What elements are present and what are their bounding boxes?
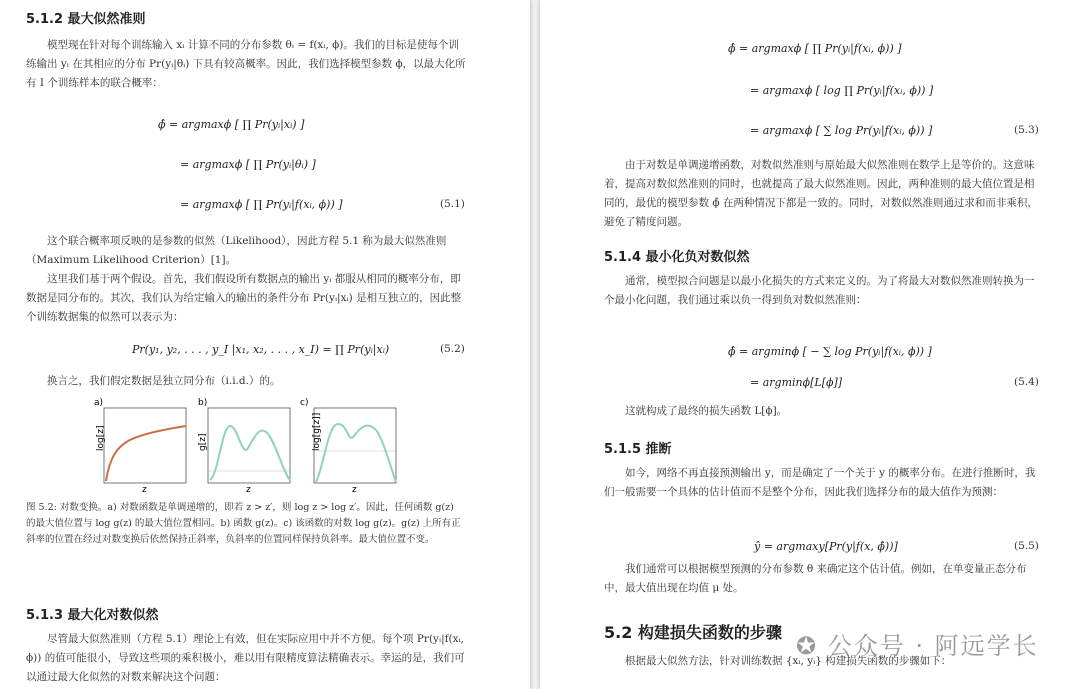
paragraph: 换言之，我们假定数据是独立同分布（i.i.d.）的。 — [47, 375, 281, 387]
wechat-icon: ✪ — [796, 632, 819, 660]
section-title-5-1-5: 5.1.5 推断 — [604, 442, 672, 457]
paragraph: 如今，网络不再直接预测输出 y，而是确定了一个关于 y 的概率分布。在进行推断时，我们一般需要一个具体的估计值而不是整个分布，因此我们选择分布的最大值作为预测： — [604, 467, 1036, 498]
y-axis-label-a: log[z] — [96, 425, 106, 451]
right-page — [540, 0, 1080, 689]
paragraph: 尽管最大似然准则（方程 5.1）理论上有效，但在实际应用中并不方便。每个项 Pr(yᵢ|f(xᵢ, ϕ)) 的值可能很小，导致这些项的乘积极小，难以用有限精度算法精确表示。幸运的是，我们可以通过最大化似然的对数来解决这个问题： — [26, 633, 465, 683]
equation-line: ŷ = argmaxy[Pr(y|f(x, ϕ̂))] — [754, 540, 898, 553]
paragraph: 这个联合概率项反映的是参数的似然（Likelihood），因此方程 5.1 称为最大似然准则（Maximum Likelihood Criterion）[1]。 — [26, 235, 447, 266]
equation-number: (5.4) — [1014, 376, 1039, 388]
equation-line: = argminϕ[L[ϕ]] — [750, 376, 843, 389]
paragraph: 我们通常可以根据模型预测的分布参数 θ 来确定这个估计值。例如，在单变量正态分布中，最大值出现在均值 μ 处。 — [604, 563, 1027, 594]
section-title-5-1-2: 5.1.2 最大似然准则 — [26, 12, 146, 27]
equation-line: ϕ̂ = argmaxϕ [ ∏ Pr(yᵢ|f(xᵢ, ϕ)) ] — [728, 42, 902, 55]
x-axis-label-c: z — [352, 485, 357, 495]
figure-5-2 — [90, 396, 420, 496]
figure-svg — [90, 396, 420, 496]
panel-label-b: b) — [198, 398, 208, 408]
log-g-curve — [316, 424, 396, 482]
section-title-5-1-3: 5.1.3 最大化对数似然 — [26, 608, 159, 623]
equation-number: (5.5) — [1014, 540, 1039, 552]
paragraph: 这里我们基于两个假设。首先，我们假设所有数据点的输出 yᵢ 都服从相同的概率分布，即数据是同分布的。其次，我们认为给定输入的输出的条件分布 Pr(yᵢ|xᵢ) 是相互独立的，因此整个训练数据集的似然可以表示为： — [26, 273, 462, 323]
equation-line: = argmaxϕ [ ∏ Pr(yᵢ|f(xᵢ, ϕ)) ] — [180, 198, 343, 211]
equation-line: ϕ̂ = argmaxϕ [ ∏ Pr(yᵢ|xᵢ) ] — [158, 118, 305, 131]
paragraph: 这就构成了最终的损失函数 L[ϕ]。 — [625, 405, 788, 417]
y-axis-label-c: log[g[z]] — [312, 412, 322, 451]
section-title-5-2: 5.2 构建损失函数的步骤 — [604, 623, 782, 642]
equation-line: ϕ̂ = argminϕ [ − ∑ log Pr(yᵢ|f(xᵢ, ϕ)) ] — [728, 345, 932, 358]
paragraph: 通常，模型拟合问题是以最小化损失的方式来定义的。为了将最大对数似然准则转换为一个最小化问题，我们通过乘以负一得到负对数似然准则： — [604, 275, 1035, 306]
plot-frame-a — [104, 408, 186, 483]
equation-number: (5.1) — [440, 198, 465, 210]
watermark-text: 公众号 · 阿远学长 — [827, 632, 1039, 660]
x-axis-label-a: z — [142, 485, 147, 495]
section-title-5-1-4: 5.1.4 最小化负对数似然 — [604, 250, 750, 265]
g-curve — [210, 426, 290, 480]
x-axis-label-b: z — [246, 485, 251, 495]
figure-caption: 图 5.2: 对数变换。a) 对数函数是单调递增的，即若 z > z′，则 log z > log z′。因此，任何函数 g(z) 的最大值位置与 log g(z) 的最大值位置相同。b) 函数 g(z)。c) 该函数的对数 log g(z)。g(z) 上所有正斜率的位置在经过对数变换后依然保持正斜率，负斜率的位置同样保持负斜率。最大值位置不变。 — [26, 502, 461, 545]
equation-number: (5.2) — [440, 343, 465, 355]
log-curve — [106, 426, 186, 481]
y-axis-label-b: g[z] — [198, 433, 208, 451]
equation-line: Pr(y₁, y₂, . . . , y_I |x₁, x₂, . . . , x_I) = ∏ Pr(yᵢ|xᵢ) — [132, 343, 390, 356]
equation-line: = argmaxϕ [ ∑ log Pr(yᵢ|f(xᵢ, ϕ)) ] — [750, 124, 933, 137]
watermark — [796, 626, 1039, 661]
equation-line: = argmaxϕ [ ∏ Pr(yᵢ|θᵢ) ] — [180, 158, 316, 171]
left-page — [0, 0, 530, 689]
paragraph: 模型现在针对每个训练输入 xᵢ 计算不同的分布参数 θᵢ = f(xᵢ, ϕ)。我们的目标是使每个训练输出 yᵢ 在其相应的分布 Pr(yᵢ|θᵢ) 下具有较高概率。因此，我们选择模型参数 ϕ，以最大化所有 I 个训练样本的联合概率： — [26, 39, 466, 89]
paragraph: 根据最大似然方法，针对训练数据 {xᵢ, yᵢ} 构建损失函数的步骤如下： — [625, 655, 952, 667]
equation-number: (5.3) — [1014, 124, 1039, 136]
paragraph: 由于对数是单调递增函数，对数似然准则与原始最大似然准则在数学上是等价的。这意味着，提高对数似然准则的同时，也就提高了最大似然准则。因此，两种准则的最大值位置是相同的，最优的模型参数 ϕ̂ 在两种情况下都是一致的。同时，对数似然准则通过求和而非乘积，避免了精度问题。 — [604, 159, 1038, 228]
equation-line: = argmaxϕ [ log ∏ Pr(yᵢ|f(xᵢ, ϕ)) ] — [750, 84, 934, 97]
panel-label-c: c) — [300, 398, 309, 408]
panel-label-a: a) — [94, 398, 104, 408]
